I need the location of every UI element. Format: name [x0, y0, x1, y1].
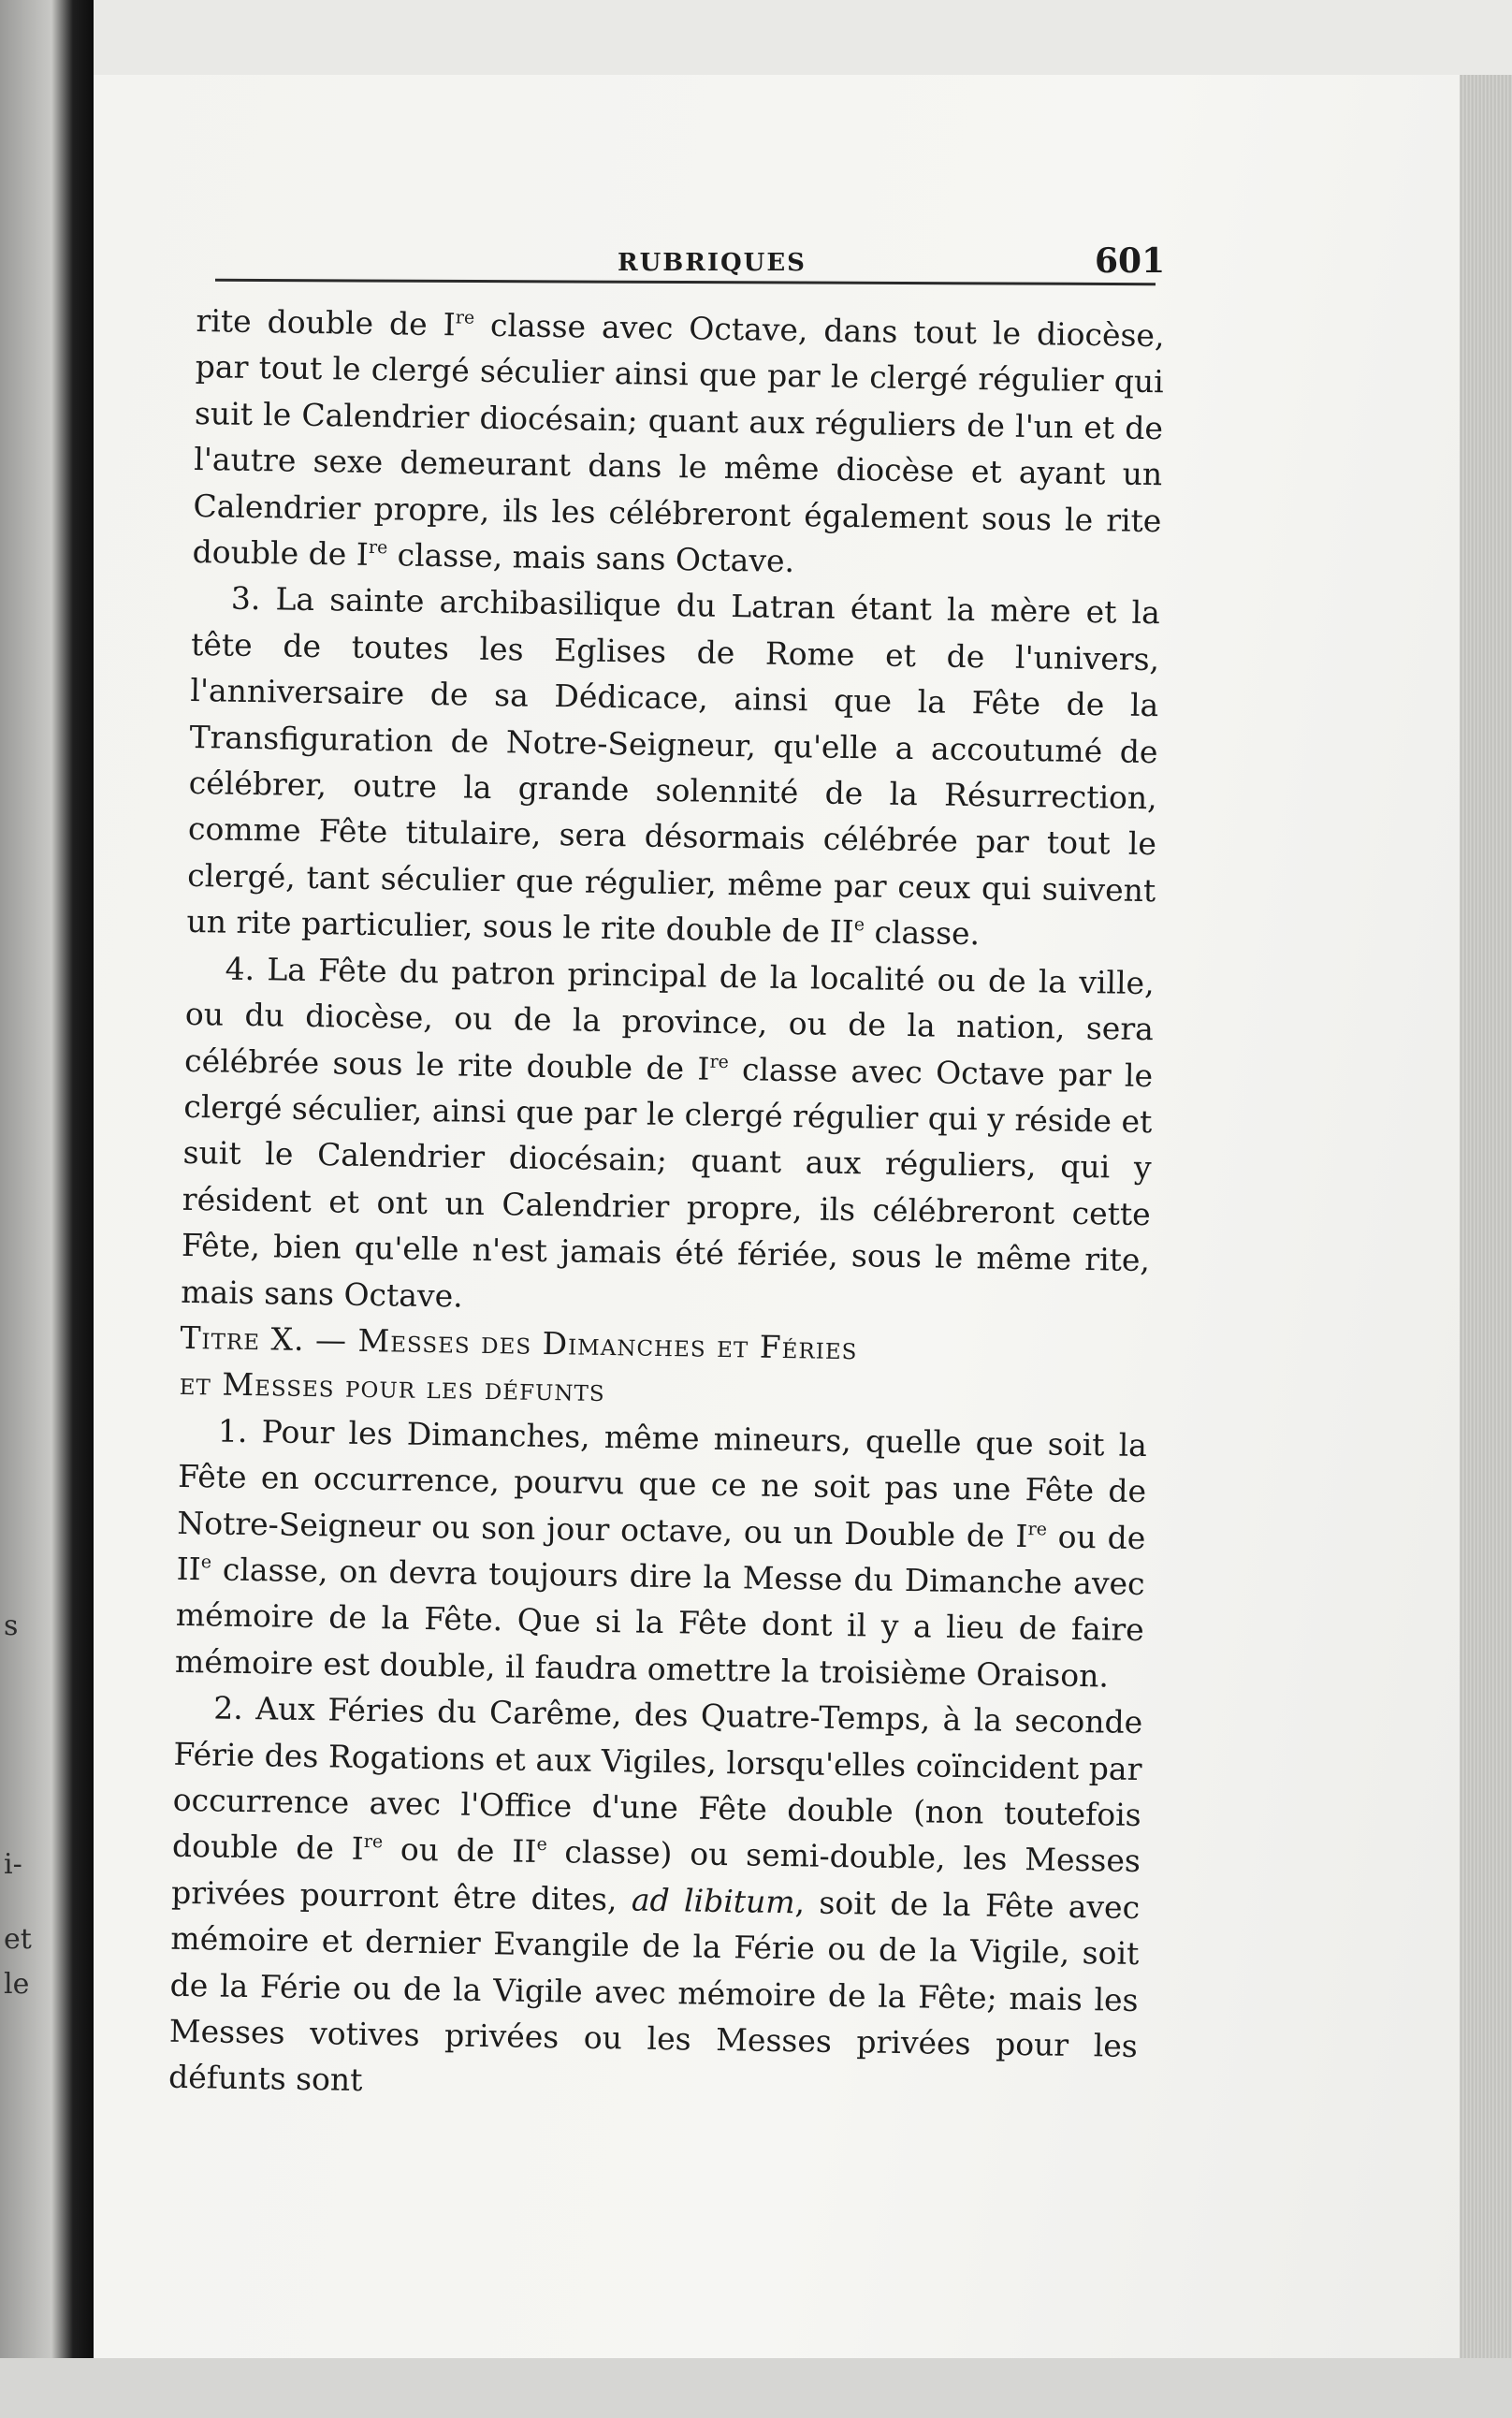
- page-number: 601: [1095, 241, 1166, 281]
- superscript: re: [368, 536, 388, 559]
- section-heading: Titre X. — Messes des Dimanches et Féries: [180, 1318, 858, 1367]
- facing-fragment: et: [4, 1923, 32, 1956]
- section-paragraph-1: [175, 1407, 1148, 1700]
- section-subheading: et Messes pour les défunts: [179, 1365, 606, 1409]
- running-title: RUBRIQUES: [618, 249, 807, 277]
- text-run: classe, on devra toujours dire la Messe du Dimanche avec mémoire de la Fête. Que si la Fête dont il y a lieu de faire mémoire est double, il faudra omettre la troisième Oraison.: [174, 1551, 1145, 1695]
- text-run: classe) ou semi-double, les Messes privées pourront être dites,: [170, 1833, 1141, 1918]
- text-run: ou de II: [382, 1830, 537, 1871]
- paragraph-4: [181, 945, 1155, 1330]
- text-run: classe avec Octave par le clergé séculier, ainsi que par le clergé régulier qui y réside et suit le Calendrier diocésain; quant aux réguliers, qui y résident et ont un Calendrier propre, ils célébreront cette Fête, bien qu'elle n'est jamais été fériée, sous le même rite, mais sans Octave.: [181, 1050, 1154, 1315]
- text-run: 4. La Fête du patron principal de la localité ou de la ville, ou du diocèse, ou de la province, ou de la nation, sera célébrée sous le rite double de I: [183, 950, 1155, 1087]
- facing-fragment: le: [4, 1968, 30, 2001]
- facing-page-fragments: [0, 0, 56, 2418]
- section-paragraph-2: [168, 1684, 1143, 2116]
- text-run: , soit de la Fête avec mémoire et dernier Evangile de la Férie ou de la Vigile, soit de la Férie ou de la Vigile avec mémoire de la Fête; mais les Messes votives privées ou les Messes privées pour les défunts sont: [167, 1884, 1141, 2099]
- superscript: re: [709, 1051, 730, 1072]
- superscript: re: [363, 1831, 384, 1853]
- bottom-margin: [0, 2358, 1512, 2418]
- text-run: 1. Pour les Dimanches, même mineurs, quelle que soit la Fête en occurrence, pourvu que ce ne soit pas une Fête de Notre-Seigneur ou son jour octave, ou un Double de I: [177, 1412, 1148, 1554]
- paragraph-continuation: [192, 298, 1165, 590]
- superscript: re: [455, 307, 475, 328]
- superscript: re: [1027, 1518, 1048, 1540]
- text-run: classe, mais sans Octave.: [386, 536, 795, 580]
- text-run: 2. Aux Féries du Carême, des Quatre-Temps, à la seconde Férie des Rogations et aux Vigiles, lorsqu'elles coïncident par occurrence avec l'Office d'une Fête double (non toutefois double de I: [171, 1689, 1143, 1868]
- superscript: e: [200, 1551, 212, 1573]
- superscript: e: [536, 1834, 547, 1856]
- paragraph-3: [186, 575, 1160, 959]
- text-run: 3. La sainte archibasilique du Latran étant la mère et la tête de toutes les Eglises de Rome et de l'univers, l'anniversaire de sa Dédicace, ainsi que la Fête de la Transfiguration de Notre-Seigneur, qu'elle a accoutumé de célébrer, outre la grande solennité de la Résurrection, comme Fête titulaire, sera désormais célébrée par tout le clergé, tant séculier que régulier, même par ceux qui suivent un rite particulier, sous le rite double de II: [186, 580, 1161, 951]
- text-run: rite double de I: [196, 301, 457, 343]
- page-edges: [1460, 75, 1512, 2358]
- facing-fragment: s: [4, 1610, 19, 1642]
- text-run: classe avec Octave, dans tout le diocèse, par tout le clergé séculier ainsi que par le clergé régulier qui suit le Calendrier diocésain; quant aux réguliers de l'un et de l'autre sexe demeurant dans le même diocèse et ayant un Calendrier propre, ils les célébreront également sous le rite double de I: [192, 306, 1165, 573]
- text-run: ou de II: [176, 1518, 1146, 1588]
- superscript: e: [853, 914, 865, 936]
- facing-fragment: i-: [4, 1848, 22, 1881]
- body-text: [168, 298, 1165, 2116]
- italic-phrase: ad libitum: [631, 1881, 795, 1921]
- text-run: classe.: [864, 913, 981, 953]
